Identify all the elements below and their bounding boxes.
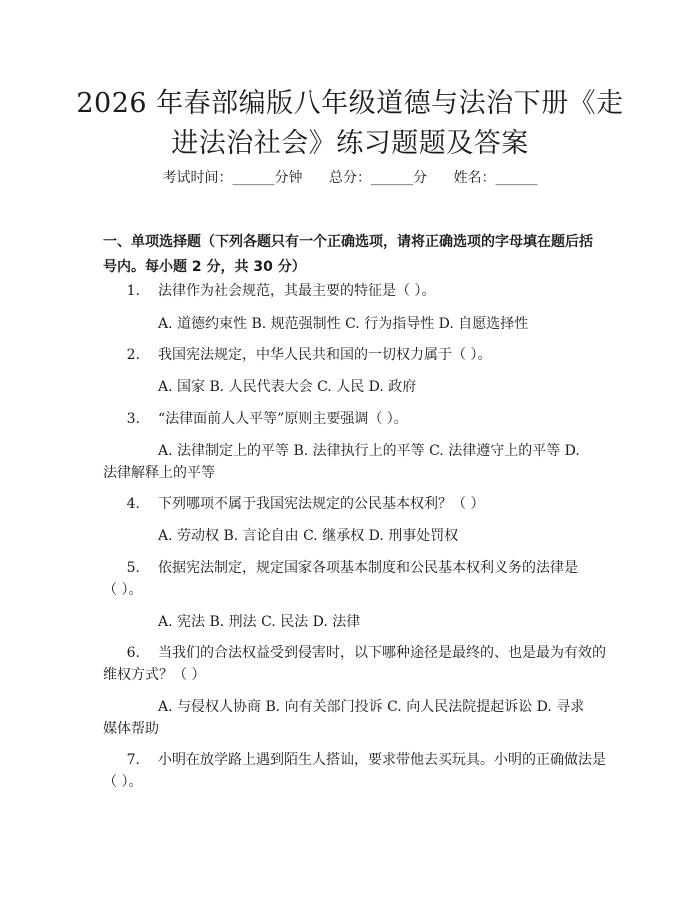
question-stem-continued: （ ）。 bbox=[103, 582, 143, 598]
question-options: A. 国家 B. 人民代表大会 C. 人民 D. 政府 bbox=[158, 379, 417, 395]
question-options: A. 劳动权 B. 言论自由 C. 继承权 D. 刑事处罚权 bbox=[158, 528, 459, 544]
total-score-field: 总分：______分 bbox=[329, 170, 427, 186]
question-number: 6. bbox=[126, 645, 140, 661]
document-title bbox=[60, 84, 640, 164]
title-line-2: 进法治社会》练习题题及答案 bbox=[171, 128, 529, 159]
question-stem: 小明在放学路上遇到陌生人搭讪，要求带他去买玩具。小明的正确做法是 bbox=[158, 752, 606, 768]
question-options: A. 宪法 B. 刑法 C. 民法 D. 法律 bbox=[158, 614, 361, 630]
question-number: 1. bbox=[126, 283, 140, 299]
question-options: A. 与侵权人协商 B. 向有关部门投诉 C. 向人民法院提起诉讼 D. 寻求 bbox=[158, 699, 585, 715]
question-options: A. 法律制定上的平等 B. 法律执行上的平等 C. 法律遵守上的平等 D. bbox=[158, 443, 580, 459]
section-heading-line-1: 一、单项选择题（下列各题只有一个正确选项，请将正确选项的字母填在题后括 bbox=[103, 234, 593, 250]
question-options-continued: 法律解释上的平等 bbox=[103, 465, 215, 481]
exam-info bbox=[0, 167, 700, 189]
question-stem: 我国宪法规定，中华人民共和国的一切权力属于（ ）。 bbox=[158, 347, 492, 363]
name-field: 姓名：______ bbox=[453, 170, 538, 186]
question-stem: “法律面前人人平等”原则主要强调（ ）。 bbox=[158, 411, 408, 427]
question-options-continued: 媒体帮助 bbox=[103, 721, 159, 737]
title-line-1: 2026 年春部编版八年级道德与法治下册《走 bbox=[76, 88, 624, 119]
question-stem: 法律作为社会规范，其最主要的特征是（ ）。 bbox=[158, 283, 436, 299]
question-number: 4. bbox=[126, 496, 140, 512]
question-stem: 当我们的合法权益受到侵害时，以下哪种途径是最终的、也是最为有效的 bbox=[158, 645, 606, 661]
question-stem-continued: 维权方式？（ ） bbox=[103, 667, 206, 683]
question-stem-continued: （ ）。 bbox=[103, 774, 143, 790]
question-stem: 下列哪项不属于我国宪法规定的公民基本权利？（ ） bbox=[158, 496, 485, 512]
question-number: 2. bbox=[126, 347, 140, 363]
question-stem: 依据宪法制定，规定国家各项基本制度和公民基本权利义务的法律是 bbox=[158, 560, 578, 576]
question-options: A. 道德约束性 B. 规范强制性 C. 行为指导性 D. 自愿选择性 bbox=[158, 316, 529, 332]
question-number: 3. bbox=[126, 411, 140, 427]
section-heading bbox=[103, 230, 603, 280]
question-number: 5. bbox=[126, 560, 140, 576]
question-number: 7. bbox=[126, 752, 140, 768]
exam-time-field: 考试时间：______分钟 bbox=[162, 170, 303, 186]
section-heading-line-2: 号内。每小题 2 分，共 30 分） bbox=[103, 259, 306, 275]
